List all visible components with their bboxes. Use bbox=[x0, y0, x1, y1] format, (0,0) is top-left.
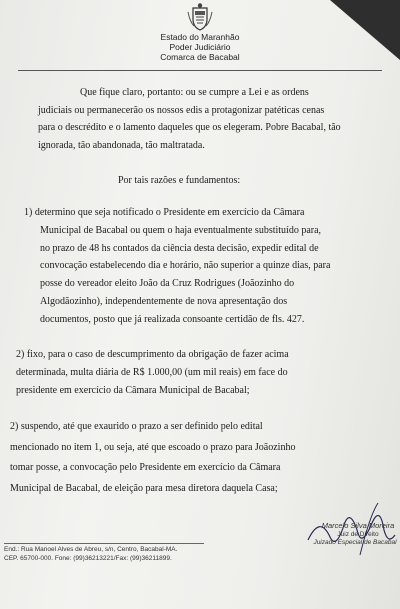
paragraph-item-3 bbox=[10, 417, 365, 499]
text-line: judiciais ou permanecerão os nossos edis a protagonizar patéticas cenas bbox=[38, 104, 325, 116]
paragraph-conclusion bbox=[38, 84, 370, 154]
header-district: Comarca de Bacabal bbox=[160, 52, 240, 62]
text-line: Por tais razões e fundamentos: bbox=[118, 175, 241, 186]
text-line: Municipal de Bacabal, de eleição para mesa diretora daquela Casa; bbox=[10, 482, 278, 494]
footer-street: End.: Rua Manoel Alves de Abreu, s/n, Centro, Bacabal-MA. bbox=[4, 546, 178, 553]
coat-of-arms-icon bbox=[184, 2, 216, 32]
document-header bbox=[0, 2, 400, 62]
text-line: no prazo de 48 hs contados da ciência desta decisão, expedir edital de bbox=[40, 242, 319, 254]
text-line: convocação estabelecendo dia e horário, não superior a quinze dias, para bbox=[40, 260, 331, 272]
text-line: para o descrédito e o lamento daqueles que os elegeram. Pobre Bacabal, tão bbox=[38, 122, 341, 133]
header-divider bbox=[18, 70, 382, 71]
text-line: documentos, posto que já realizada consoante certidão de fls. 427. bbox=[40, 313, 305, 325]
paragraph-item-2 bbox=[16, 346, 362, 401]
text-line: presidente em exercício da Câmara Municipal de Bacabal; bbox=[16, 385, 250, 397]
text-line: ignorada, tão abandonada, tão maltratada. bbox=[38, 139, 205, 151]
text-line: mencionado no item 1, ou seja, até que escoado o prazo para Joãozinho bbox=[10, 441, 296, 453]
footer-divider bbox=[4, 543, 204, 544]
signature-title: Juiz de Direito bbox=[337, 531, 379, 538]
text-line: Que fique claro, portanto: ou se cumpre a Lei e as ordens bbox=[80, 87, 309, 98]
header-judiciary: Poder Judiciário bbox=[169, 42, 231, 52]
text-line: posse do vereador eleito João da Cruz Rodrigues (Joãozinho do bbox=[40, 278, 295, 290]
text-line: 2) suspendo, até que exaurido o prazo a ser definido pelo edital bbox=[10, 421, 263, 432]
text-line: 2) fixo, para o caso de descumprimento da obrigação de fazer acima bbox=[16, 349, 289, 360]
text-line: 1) determino que seja notificado o Presidente em exercício da Câmara bbox=[24, 207, 305, 218]
text-line: determinada, multa diária de R$ 1.000,00 (um mil reais) em face do bbox=[16, 367, 288, 379]
footer-address bbox=[4, 545, 177, 563]
text-line: Municipal de Bacabal ou quem o haja eventualmente substituído para, bbox=[40, 224, 322, 236]
paragraph-intro bbox=[118, 172, 368, 190]
footer-contact: CEP. 65700-000. Fone: (99)36213221/Fax: (99)36211899. bbox=[4, 555, 172, 562]
signature-name: Marcelo Silva Moreira bbox=[321, 521, 395, 530]
header-state: Estado do Maranhão bbox=[160, 32, 240, 42]
text-line: Algodãozinho), independentemente de nova apresentação dos bbox=[40, 295, 288, 307]
paragraph-item-1 bbox=[24, 204, 362, 329]
text-line: tomar posse, a convocação pelo Presidente em exercício da Câmara bbox=[10, 462, 281, 473]
signature-court: Juizado Especial de Bacabal bbox=[313, 539, 397, 546]
